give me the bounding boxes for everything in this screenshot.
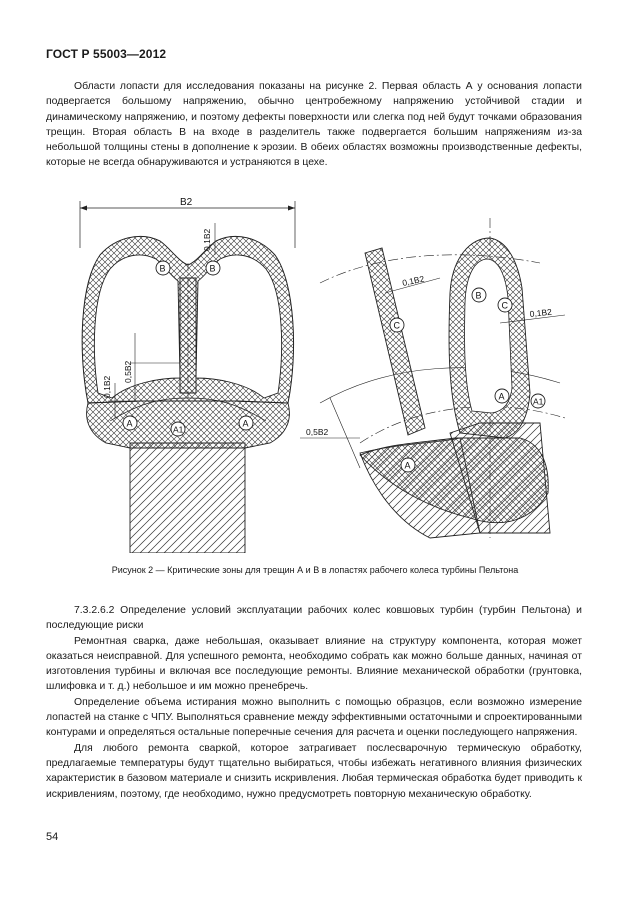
blade-cross-section-drawing — [60, 193, 570, 553]
dim-right-bottom-label: 0,5B2 — [306, 427, 329, 437]
intro-text: Области лопасти для исследования показаны на рисунке 2. Первая область А у основания лопасти подвергается большому напряжению, обычно центробежному напряжению устойчивой стадии и динамическому напряжению, и поэтому дефекты поверхности или слегка под ней будут точками образования трещин. Вторая область В на входе в разделитель также подвергается большим напряжениям из-за небольшой толщины стены в дополнение к эрозии. В обеих областях возможны производственные дефекты, которые не всегда обнаруживаются и устраняются в цехе. — [46, 81, 582, 169]
zone-c-right-2: C — [501, 300, 508, 311]
dim-top-label: 0,1B2 — [202, 228, 212, 251]
intro-paragraph — [46, 79, 582, 171]
page-number: 54 — [46, 831, 59, 843]
zone-c-right-1: C — [393, 320, 400, 331]
figure-caption: Рисунок 2 — Критические зоны для трещин А и В в лопастях рабочего колеса турбины Пельтона — [111, 565, 519, 575]
zone-b-right: B — [475, 290, 482, 301]
dim-left-label: 0,1B2 — [102, 375, 112, 398]
section-heading: 7.3.2.6.2 Определение условий эксплуатации рабочих колес ковшовых турбин (турбин Пельтона) и последующие риски — [46, 605, 582, 632]
zone-a-left-2: A — [242, 418, 249, 429]
right-section — [300, 218, 565, 538]
dim-width-label: B2 — [180, 197, 193, 208]
dim-right-top-label: 0,1B2 — [401, 273, 426, 288]
section-body — [46, 603, 582, 802]
dim-mid-label: 0,5B2 — [123, 360, 133, 383]
standard-header: ГОСТ Р 55003—2012 — [46, 47, 167, 61]
zone-b-left-2: B — [209, 263, 216, 274]
figure-2 — [60, 193, 570, 553]
section-paragraph-2: Определение объема истирания можно выполнить с помощью образцов, если возможно измерение лопастей на станке с ЧПУ. Выполняться сравнение между эффективными остаточными и спроектированными контурами и определяться остальные поперечные сечения для расчета и оценки последующего напряжения. — [46, 696, 582, 739]
left-section — [80, 197, 295, 553]
section-paragraph-3: Для любого ремонта сваркой, которое затрагивает послесварочную термическую обработку, предлагаемые температуры будут тщательно выбираться, чтобы избежать негативного влияния физических характеристик в базовом материале и снизить искривления. Любая термическая обработка будет приводить к искривлениям, поэтому, где необходимо, нужно предусмотреть повторную механическую обработку. — [46, 742, 582, 800]
section-paragraph-1: Ремонтная сварка, даже небольшая, оказывает влияние на структуру компонента, которая может оказаться неисправной. Для успешного ремонта, необходимо собрать как можно больше данных, начиная от изготовления турбины и включая все последующие ремонты. Влияние механической обработки (грунтовка, шлифовка и т. д.) небольшое и им можно пренебречь. — [46, 635, 582, 693]
zone-a-right-1: A — [498, 391, 505, 402]
zone-a-right-2: A — [404, 460, 411, 471]
zone-a1-left: A1 — [173, 424, 184, 435]
zone-a-left-1: A — [126, 418, 133, 429]
zone-b-left-1: B — [159, 263, 166, 274]
dim-right-side-label: 0,1B2 — [529, 306, 553, 319]
zone-a1-right: A1 — [533, 396, 544, 407]
